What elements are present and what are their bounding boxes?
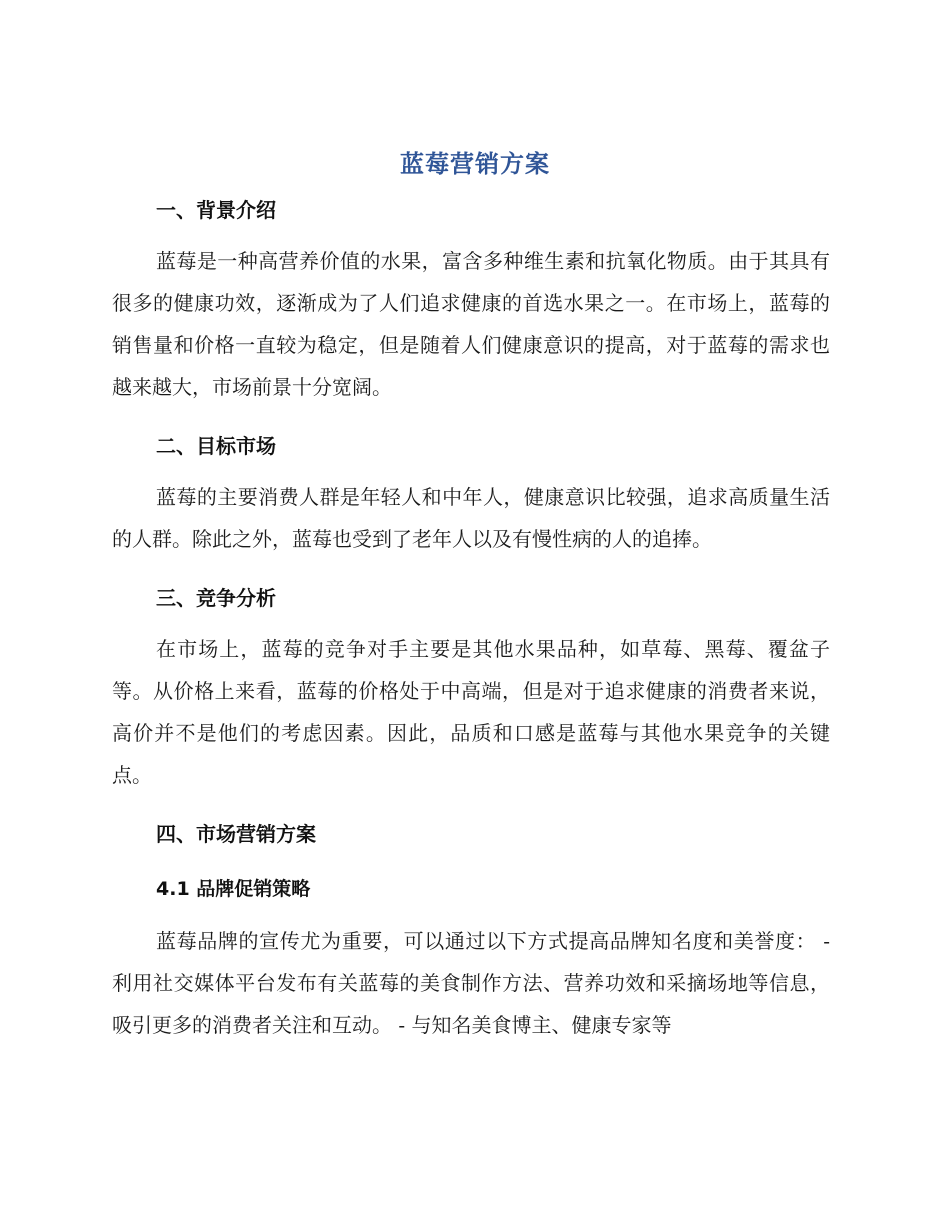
section-paragraph-competition: 在市场上，蓝莓的竞争对手主要是其他水果品种，如草莓、黑莓、覆盆子等。从价格上来看，蓝莓的价格处于中高端，但是对于追求健康的消费者来说，高价并不是他们的考虑因素。因此，品质和口感是蓝莓与其他水果竞争的关键点。	[112, 637, 830, 787]
section-heading-marketing-plan: 四、市场营销方案	[156, 822, 316, 846]
section-heading-background: 一、背景介绍	[156, 198, 276, 222]
section-heading-competition: 三、竞争分析	[156, 586, 276, 610]
section-paragraph-background: 蓝莓是一种高营养价值的水果，富含多种维生素和抗氧化物质。由于其具有很多的健康功效，逐渐成为了人们追求健康的首选水果之一。在市场上，蓝莓的销售量和价格一直较为稳定，但是随着人们健康意识的提高，对于蓝莓的需求也越来越大，市场前景十分宽阔。	[112, 249, 830, 399]
document-title: 蓝莓营销方案	[400, 150, 550, 178]
subsection-heading-brand-promotion: 4.1 品牌促销策略	[156, 878, 311, 900]
section-heading-target-market: 二、目标市场	[156, 434, 276, 458]
subsection-paragraph-brand-promotion: 蓝莓品牌的宣传尤为重要，可以通过以下方式提高品牌知名度和美誉度： - 利用社交媒体平台发布有关蓝莓的美食制作方法、营养功效和采摘场地等信息，吸引更多的消费者关注和互动。 - 与知名美食博主、健康专家等	[112, 929, 830, 1037]
section-paragraph-target-market: 蓝莓的主要消费人群是年轻人和中年人，健康意识比较强，追求高质量生活的人群。除此之外，蓝莓也受到了老年人以及有慢性病的人的追捧。	[112, 485, 830, 551]
